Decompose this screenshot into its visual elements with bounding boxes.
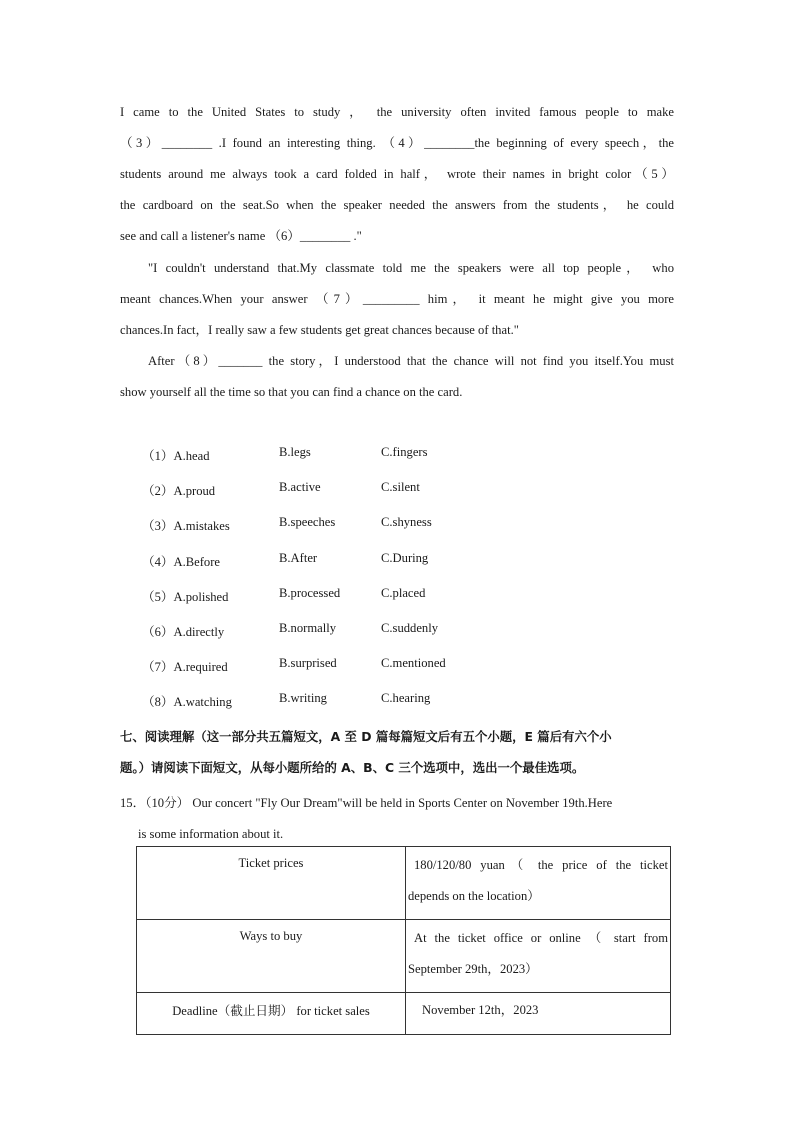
passage-line: show yourself all the time so that you can find a chance on the card. <box>120 385 463 399</box>
question-text: 15．（10分） Our concert "Fly Our Dream"will be held in Sports Center on November 19th.Here <box>120 796 613 810</box>
concert-info-table <box>136 846 671 1035</box>
table-label-cell: Ticket prices <box>137 847 406 920</box>
option-a: （7）A.required <box>142 660 228 675</box>
option-b: B.writing <box>279 691 327 706</box>
option-c: C.hearing <box>381 691 431 706</box>
section-heading <box>120 721 675 783</box>
table-value-cell <box>406 847 671 920</box>
option-a: （5）A.polished <box>142 589 229 604</box>
option-b: B.After <box>279 550 318 565</box>
question-15 <box>120 788 675 850</box>
passage-line: the cardboard on the seat.So when the speaker needed the answers from the students， he could <box>120 198 674 212</box>
passage-paragraph-2 <box>120 253 674 346</box>
table-value-cell <box>406 993 671 1035</box>
heading-line: 七、阅读理解（这一部分共五篇短文，A 至 D 篇每篇短文后有五个小题，E 篇后有六个小 <box>120 729 612 744</box>
passage-line: see and call a listener's name （6）________ ." <box>120 229 362 243</box>
table-value-cell <box>406 920 671 993</box>
value-line: depends on the location） <box>408 889 540 903</box>
option-c: C.silent <box>381 480 420 495</box>
passage-line: （3）________ .I found an interesting thing. （4）________the beginning of every speech，the <box>120 136 674 150</box>
option-row <box>142 551 542 586</box>
option-a: （8）A.watching <box>142 695 232 710</box>
passage-paragraph-3 <box>120 346 674 408</box>
value-line: September 29th，2023） <box>408 962 538 976</box>
passage-paragraph-1 <box>120 97 674 252</box>
option-c: C.suddenly <box>381 620 439 635</box>
option-c: C.placed <box>381 585 426 600</box>
answer-options <box>142 445 542 727</box>
option-a: （4）A.Before <box>142 554 220 569</box>
option-b: B.speeches <box>279 515 336 530</box>
option-c: C.shyness <box>381 515 432 530</box>
table-row <box>137 847 671 920</box>
passage-line: I came to the United States to study ， the university often invited famous people to make <box>120 105 674 119</box>
option-row <box>142 445 542 480</box>
question-text: is some information about it. <box>138 827 284 841</box>
passage-line: students around me always took a card folded in half， wrote their names in bright color（5） <box>120 167 674 181</box>
option-a: （2）A.proud <box>142 484 216 499</box>
option-b: B.active <box>279 480 321 495</box>
table-label-cell: Ways to buy <box>137 920 406 993</box>
option-a: （1）A.head <box>142 449 210 463</box>
option-c: C.fingers <box>381 445 428 459</box>
value-line: 180/120/80 yuan（ the price of the ticket <box>414 858 668 872</box>
passage-line: chances.In fact，I really saw a few students get great chances because of that." <box>120 323 519 337</box>
option-row <box>142 621 542 656</box>
option-a: （6）A.directly <box>142 624 225 639</box>
option-row <box>142 480 542 515</box>
passage-line: meant chances.When your answer （7）_________ him， it meant he might give you more <box>120 292 674 306</box>
option-row <box>142 656 542 691</box>
option-b: B.processed <box>279 585 341 600</box>
passage-line: "I couldn't understand that.My classmate told me the speakers were all top people， who <box>148 261 674 275</box>
option-c: C.mentioned <box>381 656 446 671</box>
option-row <box>142 515 542 550</box>
passage-line: After（8）_______ the story，I understood that the chance will not find you itself.You must <box>148 354 674 368</box>
option-a: （3）A.mistakes <box>142 519 230 534</box>
table-row <box>137 993 671 1035</box>
value-line: At the ticket office or online （ start from <box>414 931 668 945</box>
table-row <box>137 920 671 993</box>
option-b: B.surprised <box>279 656 337 671</box>
table-label-cell: Deadline（截止日期） for ticket sales <box>137 993 406 1035</box>
option-b: B.legs <box>279 445 311 459</box>
option-b: B.normally <box>279 620 337 635</box>
option-row <box>142 586 542 621</box>
heading-line: 题。）请阅读下面短文，从每小题所给的 A、B、C 三个选项中，选出一个最佳选项。 <box>120 760 585 775</box>
value-line: November 12th，2023 <box>422 1003 539 1017</box>
option-c: C.During <box>381 550 429 565</box>
